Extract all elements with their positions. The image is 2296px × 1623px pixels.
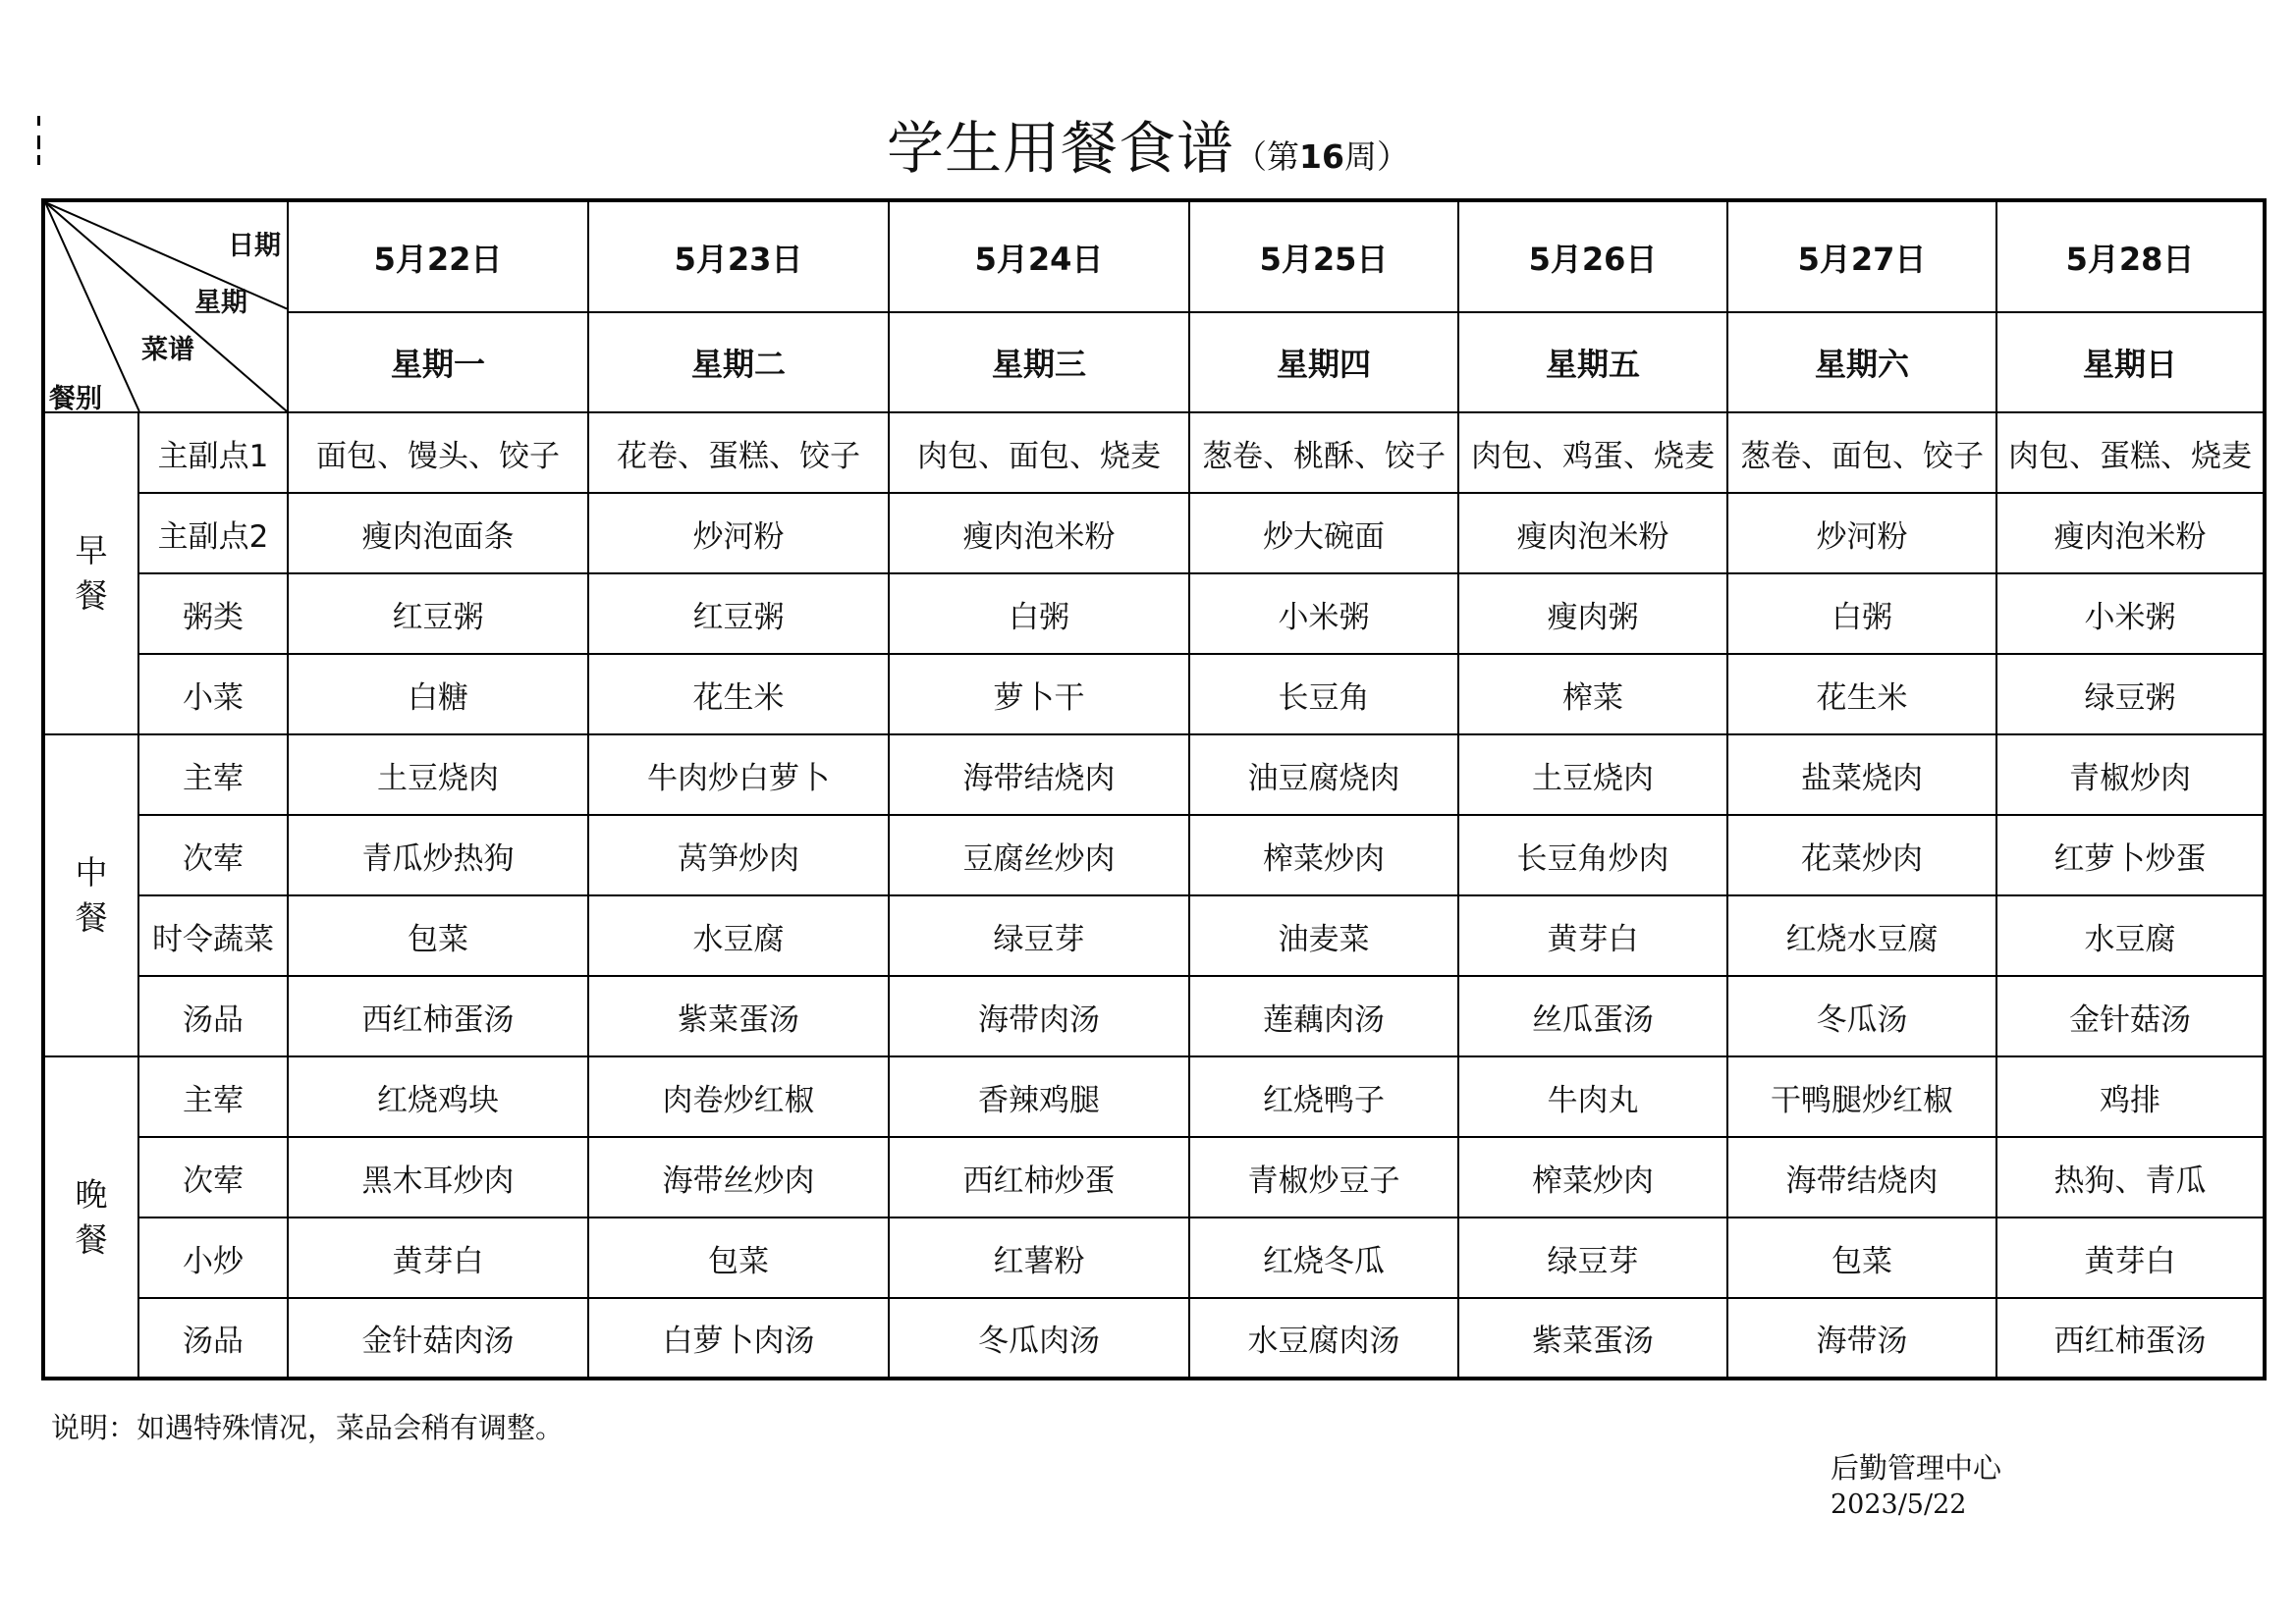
menu-row xyxy=(43,734,2265,815)
dish-cell: 海带汤 xyxy=(1727,1298,1996,1379)
menu-table xyxy=(41,198,2267,1380)
dish-cell: 豆腐丝炒肉 xyxy=(889,815,1189,895)
dish-cell: 金针菇肉汤 xyxy=(288,1298,588,1379)
dish-cell: 热狗、青瓜 xyxy=(1996,1137,2265,1217)
dish-cell: 红烧冬瓜 xyxy=(1189,1217,1458,1298)
dish-cell: 海带肉汤 xyxy=(889,976,1189,1056)
date-cell: 5月27日 xyxy=(1727,200,1996,312)
dish-cell: 瘦肉泡米粉 xyxy=(1996,493,2265,573)
dish-cell: 红薯粉 xyxy=(889,1217,1189,1298)
menu-row xyxy=(43,1137,2265,1217)
category-cell: 汤品 xyxy=(138,1298,288,1379)
dish-cell: 炒大碗面 xyxy=(1189,493,1458,573)
weekday-cell: 星期日 xyxy=(1996,312,2265,412)
dish-cell: 绿豆芽 xyxy=(889,895,1189,976)
dish-cell: 油豆腐烧肉 xyxy=(1189,734,1458,815)
date-cell: 5月23日 xyxy=(588,200,889,312)
dish-cell: 黄芽白 xyxy=(1458,895,1727,976)
dish-cell: 海带结烧肉 xyxy=(889,734,1189,815)
category-cell: 小炒 xyxy=(138,1217,288,1298)
date-cell: 5月26日 xyxy=(1458,200,1727,312)
dish-cell: 干鸭腿炒红椒 xyxy=(1727,1056,1996,1137)
dish-cell: 水豆腐 xyxy=(1996,895,2265,976)
dish-cell: 香辣鸡腿 xyxy=(889,1056,1189,1137)
dish-cell: 瘦肉泡米粉 xyxy=(1458,493,1727,573)
dish-cell: 白粥 xyxy=(889,573,1189,654)
meal-label: 晚 餐 xyxy=(43,1056,138,1379)
corner-menu-label: 菜谱 xyxy=(141,335,194,365)
menu-row xyxy=(43,493,2265,573)
dish-cell: 榨菜炒肉 xyxy=(1189,815,1458,895)
dish-cell: 水豆腐肉汤 xyxy=(1189,1298,1458,1379)
dish-cell: 西红柿炒蛋 xyxy=(889,1137,1189,1217)
menu-row xyxy=(43,815,2265,895)
dish-cell: 花生米 xyxy=(588,654,889,734)
dish-cell: 白萝卜肉汤 xyxy=(588,1298,889,1379)
dish-cell: 海带结烧肉 xyxy=(1727,1137,1996,1217)
dish-cell: 盐菜烧肉 xyxy=(1727,734,1996,815)
category-cell: 汤品 xyxy=(138,976,288,1056)
dish-cell: 青瓜炒热狗 xyxy=(288,815,588,895)
dish-cell: 鸡排 xyxy=(1996,1056,2265,1137)
dish-cell: 青椒炒豆子 xyxy=(1189,1137,1458,1217)
header-corner xyxy=(43,200,288,412)
weekday-cell: 星期六 xyxy=(1727,312,1996,412)
date-cell: 5月24日 xyxy=(889,200,1189,312)
dish-cell: 土豆烧肉 xyxy=(1458,734,1727,815)
title-week: （第16周） xyxy=(1234,137,1409,176)
dish-cell: 西红柿蛋汤 xyxy=(1996,1298,2265,1379)
weekday-cell: 星期三 xyxy=(889,312,1189,412)
category-cell: 主副点2 xyxy=(138,493,288,573)
menu-row xyxy=(43,573,2265,654)
category-cell: 小菜 xyxy=(138,654,288,734)
category-cell: 次荤 xyxy=(138,1137,288,1217)
dish-cell: 水豆腐 xyxy=(588,895,889,976)
menu-row xyxy=(43,1298,2265,1379)
dish-cell: 莴笋炒肉 xyxy=(588,815,889,895)
dish-cell: 白糖 xyxy=(288,654,588,734)
dish-cell: 西红柿蛋汤 xyxy=(288,976,588,1056)
corner-meal-label: 餐别 xyxy=(49,384,102,412)
dish-cell: 牛肉丸 xyxy=(1458,1056,1727,1137)
dish-cell: 油麦菜 xyxy=(1189,895,1458,976)
dish-cell: 红萝卜炒蛋 xyxy=(1996,815,2265,895)
meal-label: 中 餐 xyxy=(43,734,138,1056)
dish-cell: 丝瓜蛋汤 xyxy=(1458,976,1727,1056)
dish-cell: 土豆烧肉 xyxy=(288,734,588,815)
dish-cell: 绿豆粥 xyxy=(1996,654,2265,734)
corner-date-label: 日期 xyxy=(228,231,281,261)
dish-cell: 榨菜 xyxy=(1458,654,1727,734)
dish-cell: 海带丝炒肉 xyxy=(588,1137,889,1217)
footer-date: 2023/5/22 xyxy=(1831,1489,1967,1520)
category-cell: 主荤 xyxy=(138,734,288,815)
dish-cell: 炒河粉 xyxy=(1727,493,1996,573)
page-title xyxy=(0,102,2296,185)
dish-cell: 红烧水豆腐 xyxy=(1727,895,1996,976)
dish-cell: 萝卜干 xyxy=(889,654,1189,734)
dish-cell: 花生米 xyxy=(1727,654,1996,734)
dish-cell: 红烧鸡块 xyxy=(288,1056,588,1137)
dish-cell: 榨菜炒肉 xyxy=(1458,1137,1727,1217)
dish-cell: 红豆粥 xyxy=(588,573,889,654)
dish-cell: 紫菜蛋汤 xyxy=(588,976,889,1056)
dish-cell: 小米粥 xyxy=(1189,573,1458,654)
footer xyxy=(1831,1449,2001,1524)
footer-org: 后勤管理中心 xyxy=(1831,1451,2002,1485)
dish-cell: 面包、馒头、饺子 xyxy=(288,412,588,493)
dish-cell: 花卷、蛋糕、饺子 xyxy=(588,412,889,493)
dish-cell: 肉包、鸡蛋、烧麦 xyxy=(1458,412,1727,493)
category-cell: 次荤 xyxy=(138,815,288,895)
dish-cell: 瘦肉泡面条 xyxy=(288,493,588,573)
dish-cell: 莲藕肉汤 xyxy=(1189,976,1458,1056)
dish-cell: 长豆角 xyxy=(1189,654,1458,734)
date-row xyxy=(43,200,2265,312)
weekday-cell: 星期一 xyxy=(288,312,588,412)
menu-row xyxy=(43,654,2265,734)
category-cell: 主荤 xyxy=(138,1056,288,1137)
category-cell: 主副点1 xyxy=(138,412,288,493)
dish-cell: 黄芽白 xyxy=(288,1217,588,1298)
menu-note: 说明：如遇特殊情况，菜品会稍有调整。 xyxy=(51,1411,565,1444)
dish-cell: 肉包、面包、烧麦 xyxy=(889,412,1189,493)
category-cell: 粥类 xyxy=(138,573,288,654)
dish-cell: 冬瓜汤 xyxy=(1727,976,1996,1056)
category-cell: 时令蔬菜 xyxy=(138,895,288,976)
dish-cell: 炒河粉 xyxy=(588,493,889,573)
dish-cell: 瘦肉粥 xyxy=(1458,573,1727,654)
dish-cell: 葱卷、桃酥、饺子 xyxy=(1189,412,1458,493)
dish-cell: 肉卷炒红椒 xyxy=(588,1056,889,1137)
dish-cell: 黄芽白 xyxy=(1996,1217,2265,1298)
dish-cell: 金针菇汤 xyxy=(1996,976,2265,1056)
weekday-row xyxy=(43,312,2265,412)
title-main: 学生用餐食谱 xyxy=(887,115,1235,182)
dish-cell: 红豆粥 xyxy=(288,573,588,654)
dish-cell: 长豆角炒肉 xyxy=(1458,815,1727,895)
weekday-cell: 星期五 xyxy=(1458,312,1727,412)
menu-row xyxy=(43,976,2265,1056)
dish-cell: 红烧鸭子 xyxy=(1189,1056,1458,1137)
weekday-cell: 星期四 xyxy=(1189,312,1458,412)
dish-cell: 冬瓜肉汤 xyxy=(889,1298,1189,1379)
dish-cell: 黑木耳炒肉 xyxy=(288,1137,588,1217)
dish-cell: 白粥 xyxy=(1727,573,1996,654)
dish-cell: 瘦肉泡米粉 xyxy=(889,493,1189,573)
dish-cell: 紫菜蛋汤 xyxy=(1458,1298,1727,1379)
week-number: 16 xyxy=(1299,137,1344,176)
date-cell: 5月22日 xyxy=(288,200,588,312)
corner-weekday-label: 星期 xyxy=(194,288,247,318)
dish-cell: 包菜 xyxy=(588,1217,889,1298)
menu-row xyxy=(43,1056,2265,1137)
menu-row xyxy=(43,412,2265,493)
dish-cell: 青椒炒肉 xyxy=(1996,734,2265,815)
dish-cell: 牛肉炒白萝卜 xyxy=(588,734,889,815)
dish-cell: 葱卷、面包、饺子 xyxy=(1727,412,1996,493)
menu-row xyxy=(43,895,2265,976)
dish-cell: 肉包、蛋糕、烧麦 xyxy=(1996,412,2265,493)
meal-label: 早 餐 xyxy=(43,412,138,734)
dish-cell: 花菜炒肉 xyxy=(1727,815,1996,895)
weekday-cell: 星期二 xyxy=(588,312,889,412)
menu-row xyxy=(43,1217,2265,1298)
date-cell: 5月25日 xyxy=(1189,200,1458,312)
dish-cell: 绿豆芽 xyxy=(1458,1217,1727,1298)
dish-cell: 包菜 xyxy=(1727,1217,1996,1298)
dish-cell: 小米粥 xyxy=(1996,573,2265,654)
date-cell: 5月28日 xyxy=(1996,200,2265,312)
dish-cell: 包菜 xyxy=(288,895,588,976)
